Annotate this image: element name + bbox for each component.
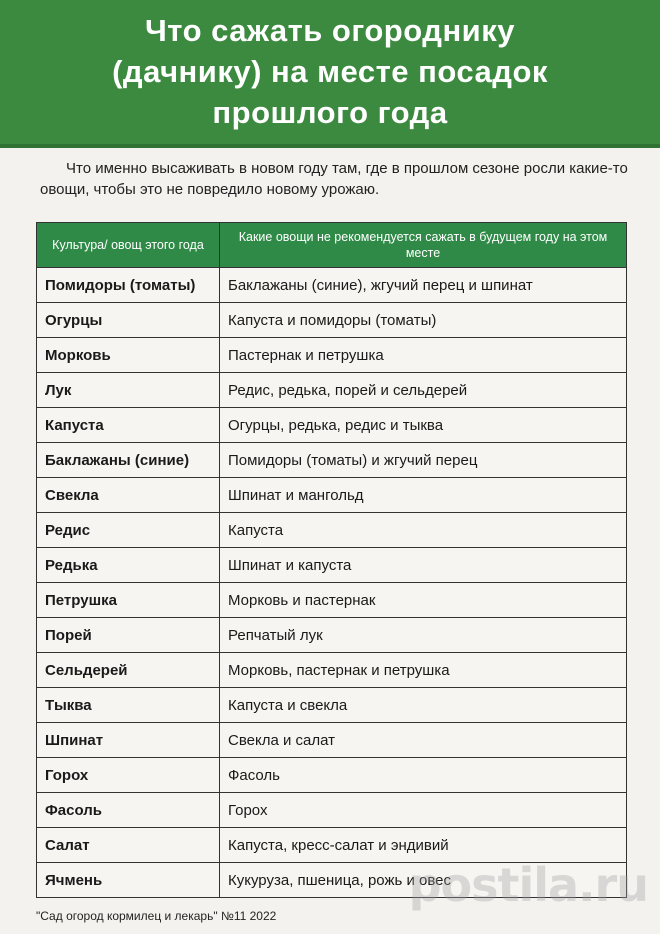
source-citation: "Сад огород кормилец и лекарь" №11 2022 (36, 909, 277, 923)
table-row (37, 443, 627, 478)
watermark-logo: postila.ru (408, 858, 648, 912)
table-row (37, 758, 627, 793)
avoid-cell: Кукуруза, пшеница, рожь и овес (220, 863, 627, 898)
table-row (37, 478, 627, 513)
title-line: Что сажать огороднику (145, 13, 515, 48)
avoid-cell: Капуста и помидоры (томаты) (220, 303, 627, 338)
crop-cell: Огурцы (37, 303, 220, 338)
table-row (37, 513, 627, 548)
avoid-cell: Морковь и пастернак (220, 583, 627, 618)
table-row (37, 618, 627, 653)
crop-cell: Помидоры (томаты) (37, 268, 220, 303)
table-row (37, 828, 627, 863)
crop-cell: Лук (37, 373, 220, 408)
table-row (37, 653, 627, 688)
crop-cell: Свекла (37, 478, 220, 513)
table-header-row (37, 223, 627, 268)
crop-cell: Фасоль (37, 793, 220, 828)
crop-cell: Капуста (37, 408, 220, 443)
avoid-cell: Огурцы, редька, редис и тыква (220, 408, 627, 443)
crop-cell: Порей (37, 618, 220, 653)
table-row (37, 408, 627, 443)
crop-rotation-table (36, 222, 627, 898)
page-title (20, 10, 640, 133)
avoid-cell: Помидоры (томаты) и жгучий перец (220, 443, 627, 478)
crop-cell: Редька (37, 548, 220, 583)
table-row (37, 723, 627, 758)
crop-cell: Шпинат (37, 723, 220, 758)
table-row (37, 583, 627, 618)
table-row (37, 373, 627, 408)
column-header-avoid: Какие овощи не рекомендуется сажать в будущем году на этом месте (220, 223, 627, 268)
table-row (37, 863, 627, 898)
intro-paragraph: Что именно высаживать в новом году там, где в прошлом сезоне росли какие-то овощи, чтобы это не повредило новому урожаю. (40, 160, 628, 198)
table-row (37, 548, 627, 583)
avoid-cell: Репчатый лук (220, 618, 627, 653)
avoid-cell: Пастернак и петрушка (220, 338, 627, 373)
avoid-cell: Горох (220, 793, 627, 828)
crop-cell: Морковь (37, 338, 220, 373)
crop-cell: Тыква (37, 688, 220, 723)
avoid-cell: Капуста и свекла (220, 688, 627, 723)
avoid-cell: Баклажаны (синие), жгучий перец и шпинат (220, 268, 627, 303)
title-banner (0, 0, 660, 148)
avoid-cell: Капуста, кресс-салат и эндивий (220, 828, 627, 863)
crop-cell: Петрушка (37, 583, 220, 618)
avoid-cell: Морковь, пастернак и петрушка (220, 653, 627, 688)
avoid-cell: Свекла и салат (220, 723, 627, 758)
avoid-cell: Фасоль (220, 758, 627, 793)
crop-cell: Баклажаны (синие) (37, 443, 220, 478)
table-body (37, 268, 627, 898)
avoid-cell: Капуста (220, 513, 627, 548)
column-header-crop: Культура/ овощ этого года (37, 223, 220, 268)
crop-cell: Сельдерей (37, 653, 220, 688)
title-line: (дачнику) на месте посадок (112, 54, 548, 89)
table-row (37, 268, 627, 303)
crop-cell: Ячмень (37, 863, 220, 898)
crop-cell: Горох (37, 758, 220, 793)
avoid-cell: Шпинат и мангольд (220, 478, 627, 513)
table-row (37, 688, 627, 723)
table-row (37, 338, 627, 373)
table-row (37, 303, 627, 338)
avoid-cell: Шпинат и капуста (220, 548, 627, 583)
crop-cell: Салат (37, 828, 220, 863)
table-row (37, 793, 627, 828)
crop-cell: Редис (37, 513, 220, 548)
title-line: прошлого года (212, 95, 448, 130)
avoid-cell: Редис, редька, порей и сельдерей (220, 373, 627, 408)
